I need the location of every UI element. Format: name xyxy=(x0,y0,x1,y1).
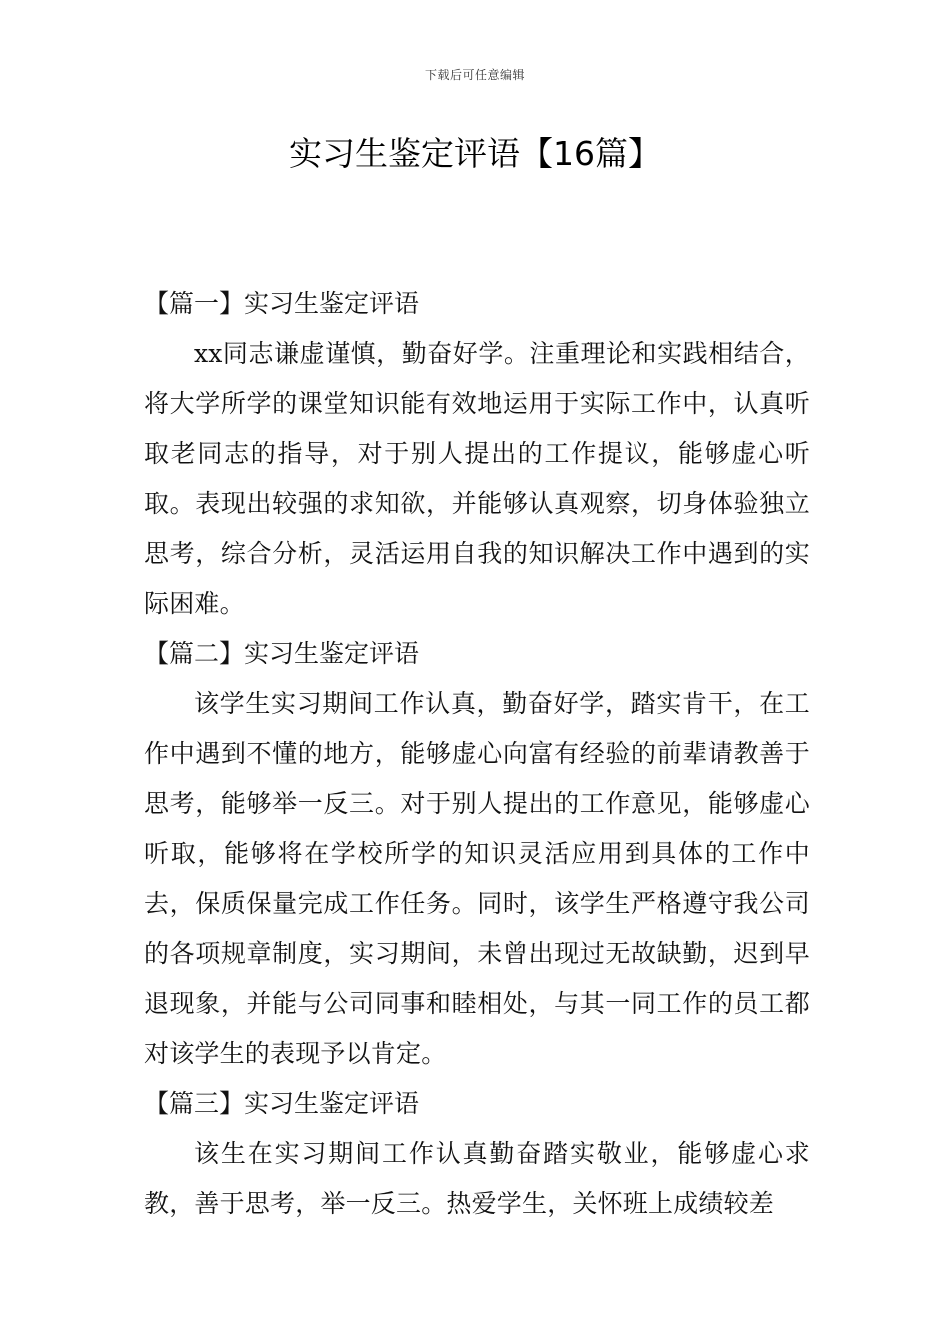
section xyxy=(144,1079,810,1229)
header-note: 下载后可任意编辑 xyxy=(424,68,525,82)
section-paragraph: xx同志谦虚谨慎，勤奋好学。注重理论和实践相结合，将大学所学的课堂知识能有效地运用于实际工作中，认真听取老同志的指导，对于别人提出的工作提议，能够虚心听取。表现出较强的求知欲，并能够认真观察，切身体验独立思考，综合分析，灵活运用自我的知识解决工作中遇到的实际困难。 xyxy=(144,339,810,618)
section-heading: 【篇二】实习生鉴定评语 xyxy=(144,639,420,668)
section-heading: 【篇一】实习生鉴定评语 xyxy=(144,289,420,318)
section xyxy=(144,279,810,629)
section-heading: 【篇三】实习生鉴定评语 xyxy=(144,1089,420,1118)
section-paragraph: 该学生实习期间工作认真，勤奋好学，踏实肯干，在工作中遇到不懂的地方，能够虚心向富有经验的前辈请教善于思考，能够举一反三。对于别人提出的工作意见，能够虚心听取，能够将在学校所学的知识灵活应用到具体的工作中去，保质保量完成工作任务。同时，该学生严格遵守我公司的各项规章制度，实习期间，未曾出现过无故缺勤，迟到早退现象，并能与公司同事和睦相处，与其一同工作的员工都对该学生的表现予以肯定。 xyxy=(144,689,810,1068)
section-paragraph: 该生在实习期间工作认真勤奋踏实敬业，能够虚心求教，善于思考，举一反三。热爱学生，关怀班上成绩较差 xyxy=(144,1139,810,1218)
document-body xyxy=(144,279,810,1229)
document-title: 实习生鉴定评语【16篇】 xyxy=(289,134,661,173)
section xyxy=(144,629,810,1079)
